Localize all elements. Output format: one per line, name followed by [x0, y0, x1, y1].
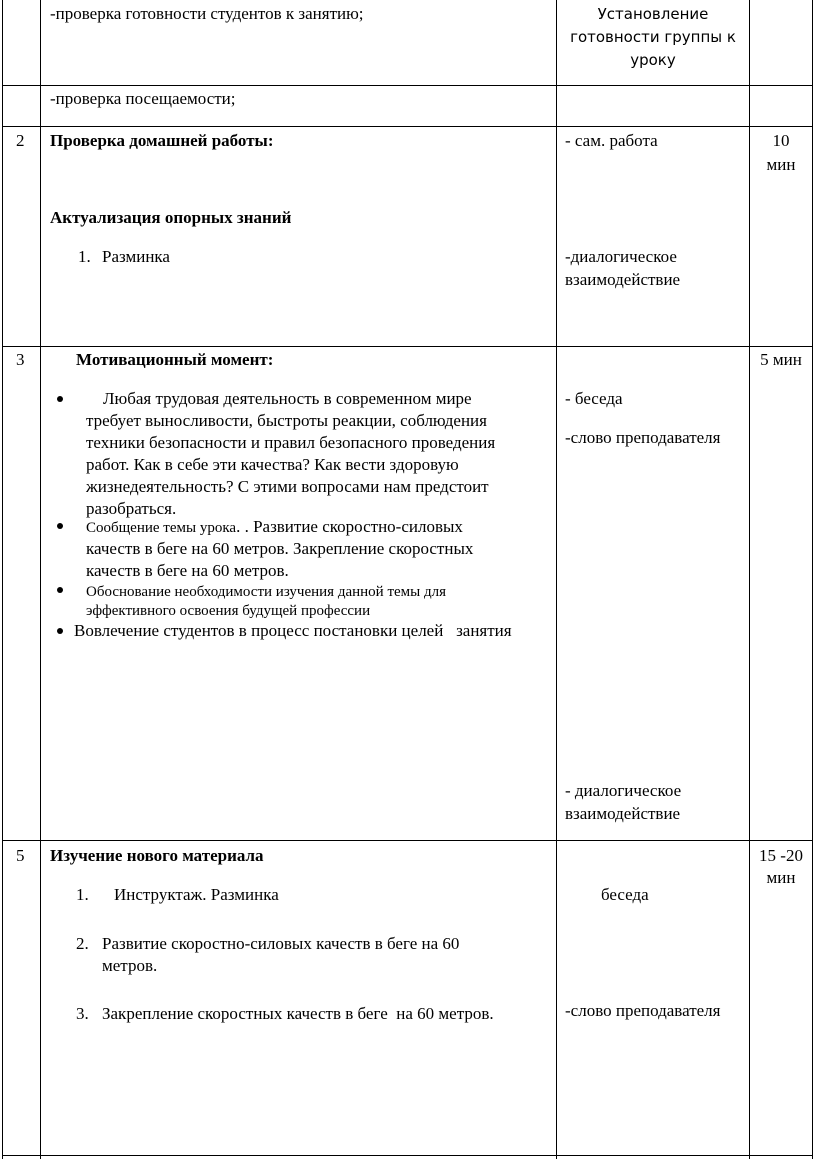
rationale-line: эффективного освоения будущей профессии — [86, 603, 371, 619]
method-teacher-word: -слово преподавателя — [565, 428, 721, 447]
warmup-item: Разминка — [102, 247, 170, 266]
motivation-text-line: Любая трудовая деятельность в современном мире — [86, 389, 472, 408]
rationale-line: Обоснование необходимости изучения данной темы для — [86, 584, 446, 600]
time-unit: мин — [766, 155, 796, 174]
method-dialogue-line: - диалогическое — [565, 781, 682, 800]
method-dialogue-line: -диалогическое — [565, 247, 677, 266]
motivation-text-line: работ. Как в себе эти качества? Как вести здоровую — [86, 455, 459, 474]
method-self-work: - сам. работа — [565, 131, 658, 150]
method-dialogue-line: взаимодействие — [565, 804, 681, 823]
row-number: 3 — [16, 350, 25, 369]
row-divider — [2, 126, 813, 127]
list-item: Инструктаж. Разминка — [114, 885, 279, 904]
bullet-icon — [57, 587, 63, 593]
list-item: Развитие скоростно-силовых качеств в беге на 60 — [102, 934, 460, 953]
method-readiness-line: готовности группы к — [570, 28, 736, 46]
row-divider — [2, 840, 813, 841]
method-conversation: беседа — [601, 885, 649, 904]
motivation-heading: Мотивационный момент: — [76, 350, 274, 369]
list-number: 2. — [76, 934, 89, 953]
motivation-text-line: жизнедеятельность? С этими вопросами нам предстоит — [86, 477, 489, 496]
time-value: 10 — [772, 131, 790, 150]
list-item: Закрепление скоростных качеств в беге на 60 метров. — [102, 1004, 494, 1023]
table-border-left — [2, 0, 3, 1159]
motivation-text-line: техники безопасности и правил безопасного проведения — [86, 433, 496, 452]
new-material-heading: Изучение нового материала — [50, 846, 264, 865]
motivation-text-line: требует выносливости, быстроты реакции, соблюдения — [86, 411, 487, 430]
table-border-bottom — [2, 1155, 813, 1156]
topic-message-label: Сообщение темы урока — [86, 520, 237, 536]
list-number: 1. — [78, 247, 91, 266]
method-teacher-word: -слово преподавателя — [565, 1001, 721, 1020]
check-attendance-text: -проверка посещаемости; — [50, 89, 236, 108]
bullet-icon — [57, 396, 63, 402]
topic-message-line: качеств в беге на 60 метров. — [86, 561, 289, 580]
bullet-icon — [57, 523, 63, 529]
method-readiness-line: Установление — [597, 5, 709, 23]
row-number: 5 — [16, 846, 25, 865]
row-number: 2 — [16, 131, 25, 150]
check-readiness-text: -проверка готовности студентов к занятию; — [50, 4, 364, 23]
topic-message-line: качеств в беге на 60 метров. Закрепление скоростных — [86, 539, 474, 558]
row-divider — [2, 85, 813, 86]
method-conversation: - беседа — [565, 389, 623, 408]
knowledge-update-heading: Актуализация опорных знаний — [50, 208, 292, 227]
goal-setting-line: Вовлечение студентов в процесс постановки целей занятия — [74, 621, 512, 640]
list-item: метров. — [102, 956, 158, 975]
table-divider-col1 — [40, 0, 41, 1159]
topic-message-text: . . Развитие скоростно-силовых — [236, 517, 463, 536]
method-dialogue-line: взаимодействие — [565, 270, 681, 289]
motivation-text-line: разобраться. — [86, 499, 177, 518]
time-unit: мин — [766, 868, 796, 887]
list-number: 1. — [76, 885, 89, 904]
time-value: 5 мин — [760, 350, 802, 369]
row-divider — [2, 346, 813, 347]
table-divider-col2 — [556, 0, 557, 1159]
bullet-icon — [57, 628, 63, 634]
table-border-right — [812, 0, 813, 1159]
method-readiness-line: уроку — [630, 51, 676, 69]
time-value: 15 -20 — [759, 846, 803, 865]
homework-check-heading: Проверка домашней работы: — [50, 131, 274, 150]
topic-message-line — [86, 516, 463, 539]
list-number: 3. — [76, 1004, 89, 1023]
